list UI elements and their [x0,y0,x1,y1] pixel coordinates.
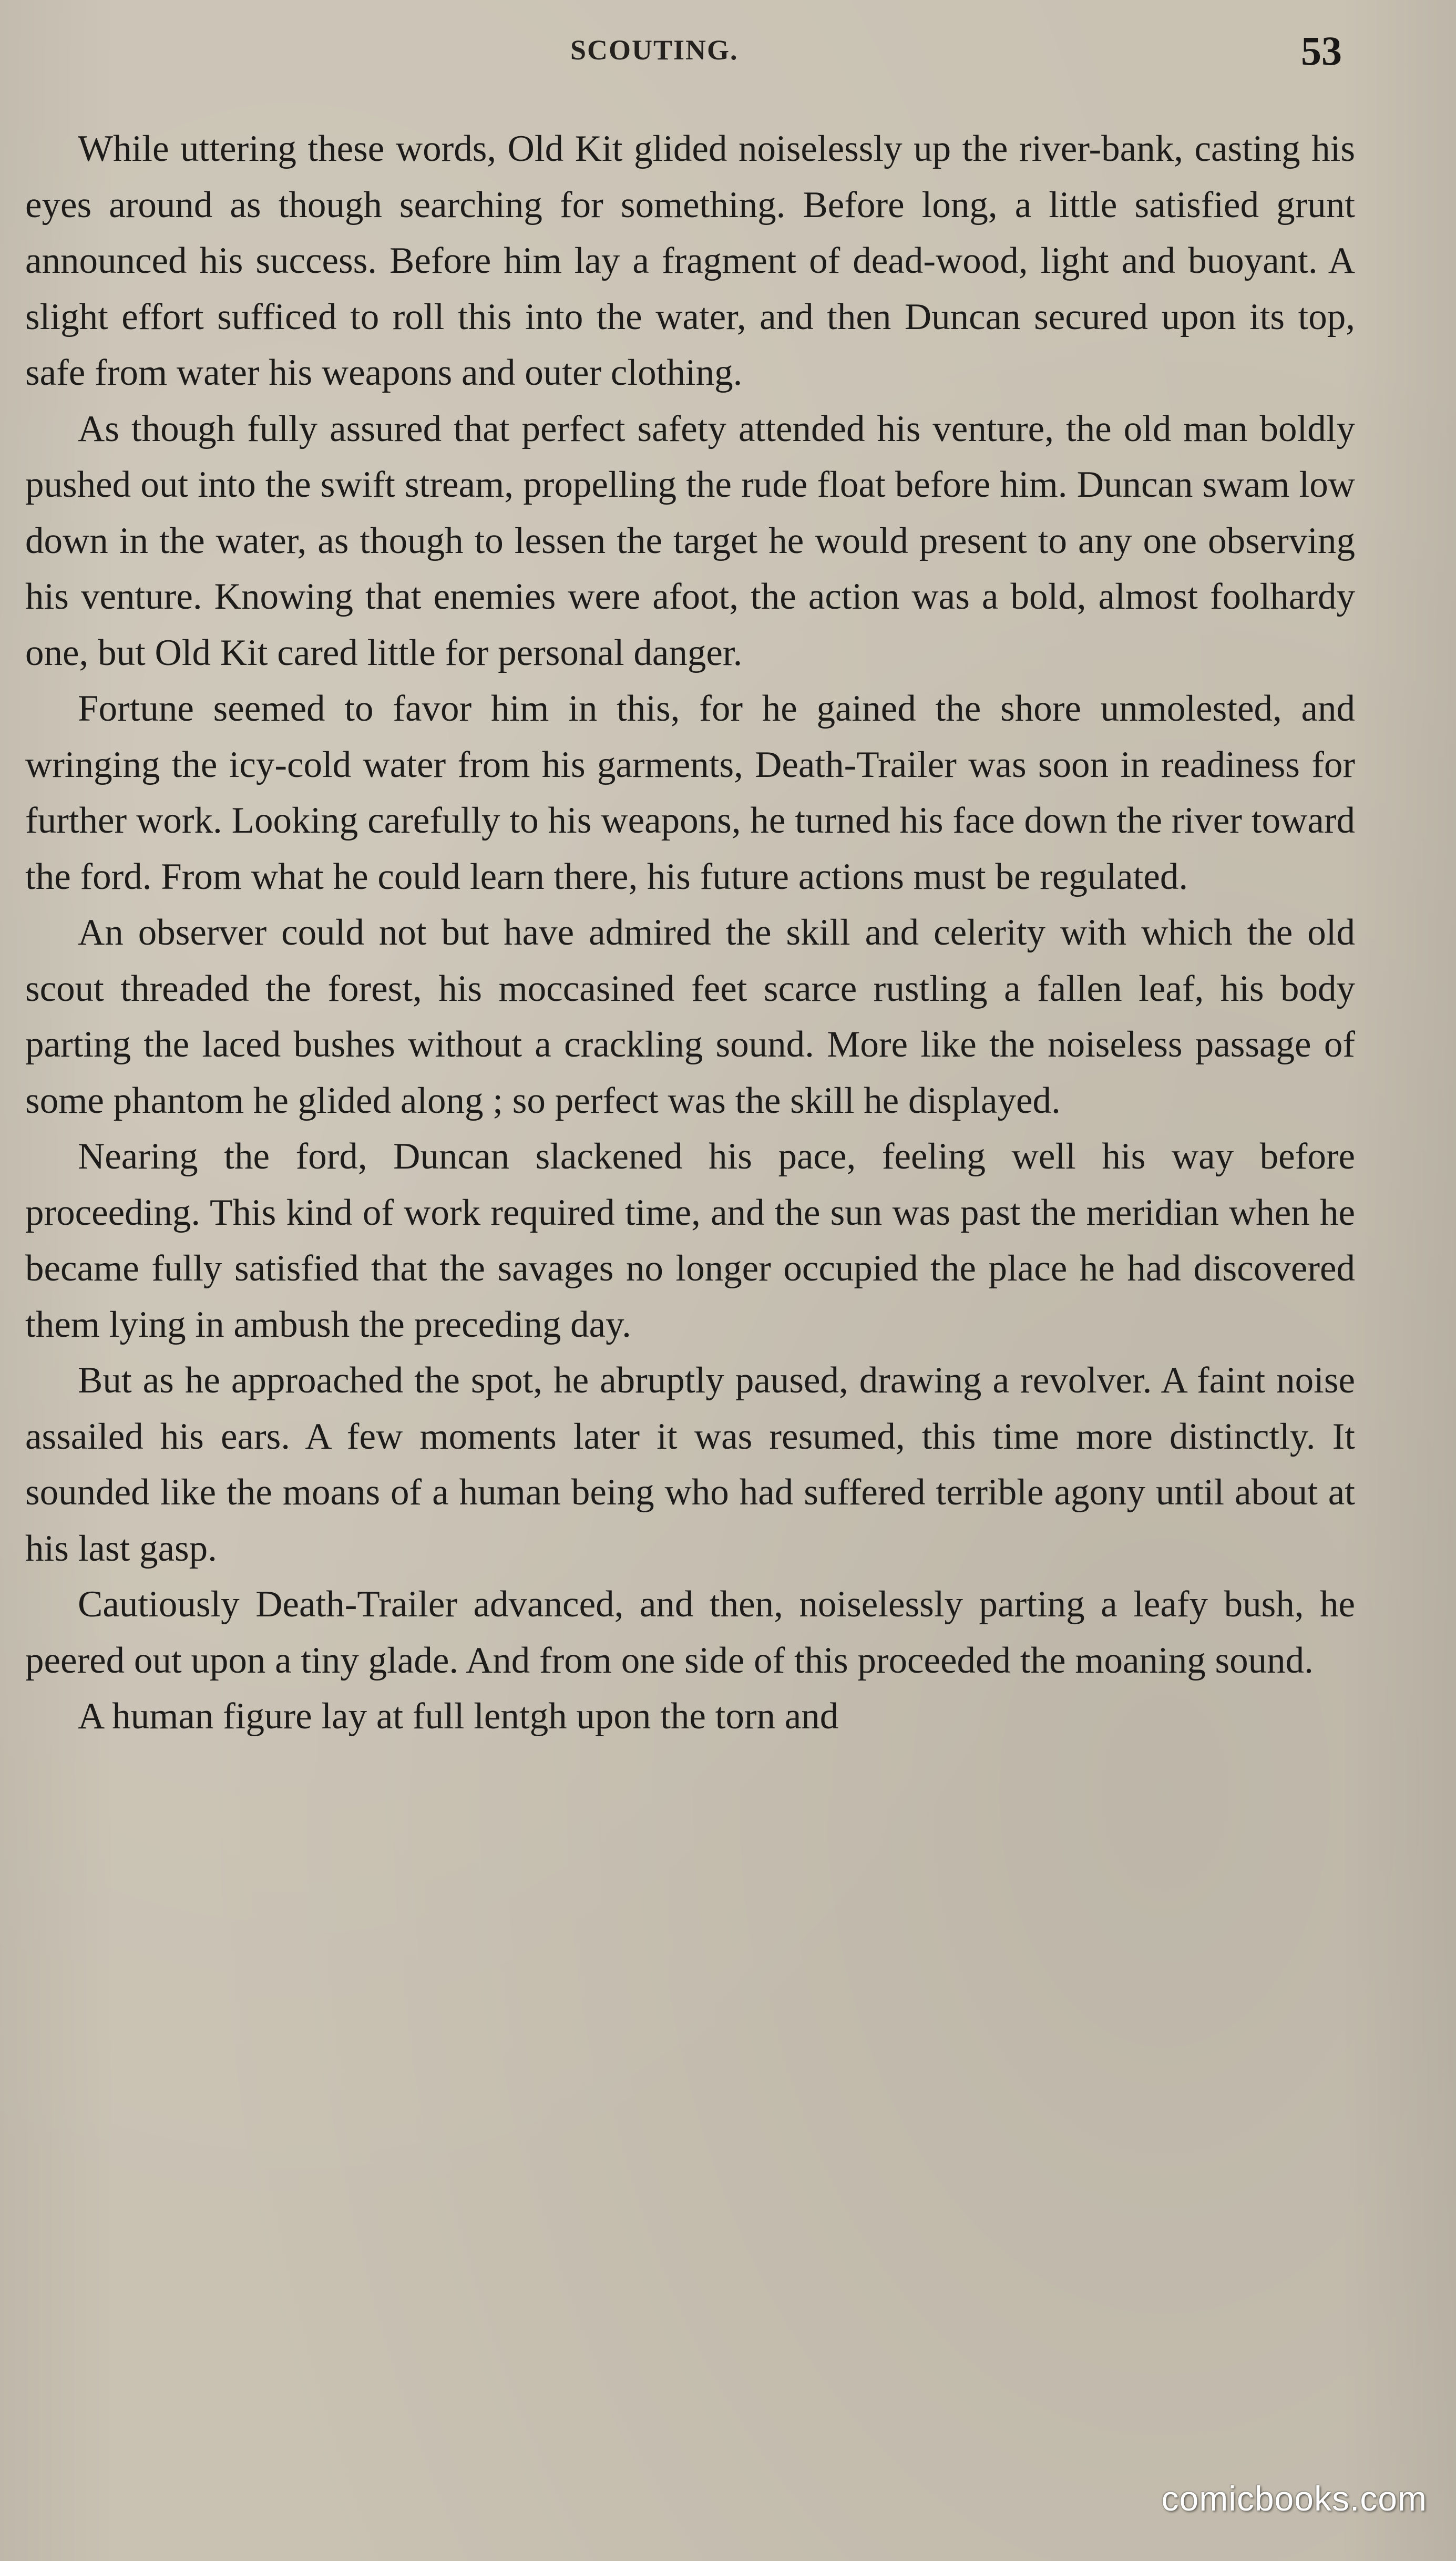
paragraph: As though fully assured that perfect safety attended his venture, the old man boldly pushed out into the swift stream, propelling the rude float before him. Duncan swam low down in the water, as though to lessen the target he would present to any one observing his venture. Knowing that enemies were afoot, the action was a bold, almost foolhardy one, but Old Kit cared little for personal danger. [25,408,1355,673]
running-title: SCOUTING. [570,34,739,66]
site-watermark: comicbooks.com [1161,2479,1427,2518]
body-text [25,121,1355,2371]
paragraph: Nearing the ford, Duncan slackened his pace, feeling well his way before proceeding. This kind of work required time, and the sun was past the meridian when he became fully satisfied that the savages no longer occupied the place he had discovered them lying in ambush the preceding day. [25,1136,1355,1345]
page-number: 53 [1301,28,1342,74]
paragraph: While uttering these words, Old Kit glided noiselessly up the river-bank, casting his eyes around as though searching for something. Before long, a little satisfied grunt announced his success. Before him lay a fragment of dead-wood, light and buoyant. A slight effort sufficed to roll this into the water, and then Duncan secured upon its top, safe from water his weapons and outer clothing. [25,128,1355,393]
running-head [0,27,1456,75]
paragraph: But as he approached the spot, he abruptly paused, drawing a revolver. A faint noise assailed his ears. A few moments later it was resumed, this time more distinctly. It sounded like the moans of a human being who had suffered terrible agony until about at his last gasp. [25,1360,1355,1569]
paragraph: Fortune seemed to favor him in this, for he gained the shore unmolested, and wringing the icy-cold water from his garments, Death-Trailer was soon in readiness for further work. Looking carefully to his weapons, he turned his face down the river toward the ford. From what he could learn there, his future actions must be regulated. [25,688,1355,897]
paragraph: A human figure lay at full lentgh upon the torn and [78,1696,839,1737]
paragraph: Cautiously Death-Trailer advanced, and then, noiselessly parting a leafy bush, he peered out upon a tiny glade. And from one side of this proceeded the moaning sound. [25,1584,1355,1681]
paragraph: An observer could not but have admired the skill and celerity with which the old scout threaded the forest, his moccasined feet scarce rustling a fallen leaf, his body parting the laced bushes without a crackling sound. More like the noiseless passage of some phantom he glided along ; so perfect was the skill he displayed. [25,912,1355,1121]
